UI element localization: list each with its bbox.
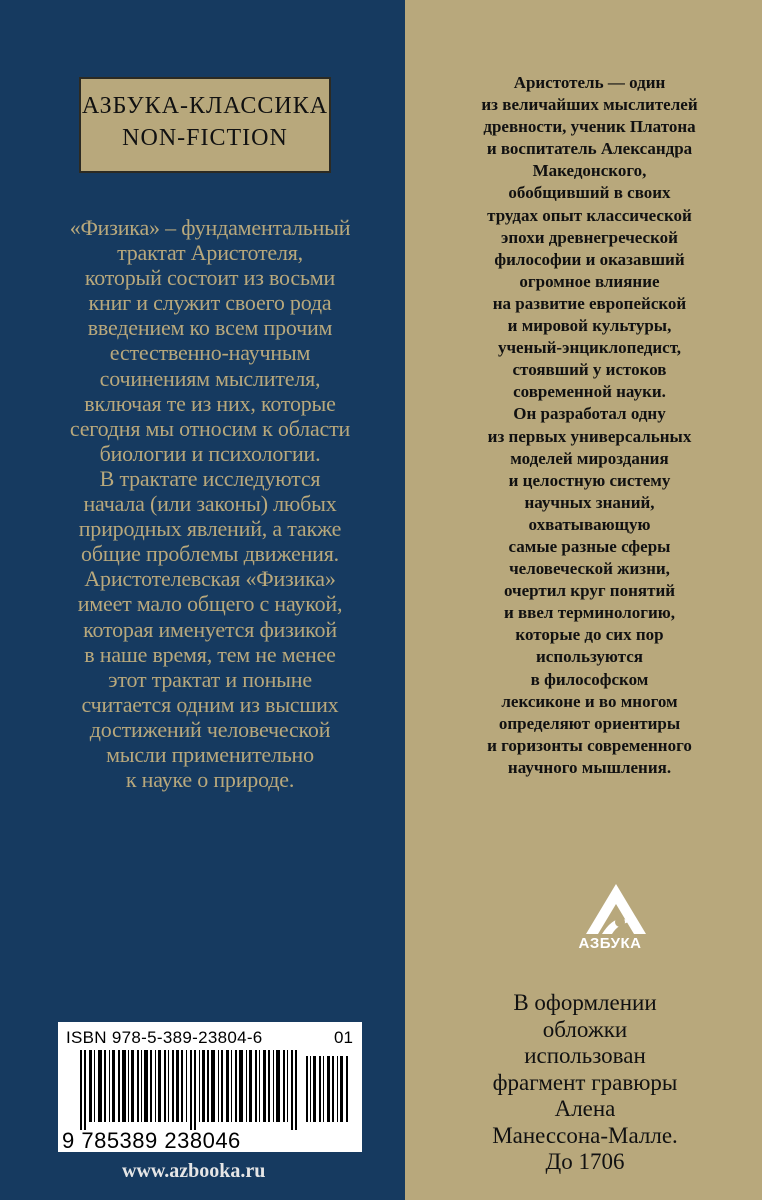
website-link[interactable]: www.azbooka.ru [122, 1160, 266, 1182]
barcode-bars-icon [80, 1050, 352, 1130]
barcode [58, 1022, 362, 1152]
series-box [79, 77, 331, 173]
series-subtitle: NON-FICTION [122, 125, 288, 151]
barcode-digits: 9 785389 238046 [62, 1128, 241, 1153]
annotation-right: Аристотель — один из величайших мыслителей древности, ученик Платона и воспитатель Александра Македонского, обобщивший в своих трудах опыт классической эпохи древнегреческой философии и оказавший огромное влияние на развитие европейской и мировой культуры, ученый-энциклопедист, стоявший у истоков современной науки. Он разработал одну из первых универсальных моделей мироздания и целостную систему научных знаний, охватывающую самые разные сферы человеческой жизни, очертил круг понятий и ввел терминологию, которые до сих пор используются в философском лексиконе и во многом определяют ориентиры и горизонты современного научного мышления. [481, 73, 698, 777]
publisher-logo-text: АЗБУКА [578, 935, 642, 952]
annotation-left: «Физика» – фундаментальный трактат Аристотеля, который состоит из восьми книг и служит своего рода введением ко всем прочим естественно-научным сочинениям мыслителя, включая те из них, которые сегодня мы относим к области биологии и психологии. В трактате исследуются начала (или законы) любых природных явлений, а также общие проблемы движения. Аристотелевская «Физика» имеет мало общего с наукой, которая именуется физикой в наше время, тем не менее этот трактат и поныне считается одним из высших достижений человеческой мысли применительно к науке о природе. [69, 215, 351, 793]
barcode-addon: 01 [334, 1028, 353, 1047]
isbn-text: ISBN 978-5-389-23804-6 [66, 1028, 263, 1047]
cover-credit: В оформлении обложки использован фрагмент гравюры Алена Манессона-Малле. До 1706 [492, 990, 678, 1174]
series-title: АЗБУКА-КЛАССИКА [81, 93, 329, 119]
